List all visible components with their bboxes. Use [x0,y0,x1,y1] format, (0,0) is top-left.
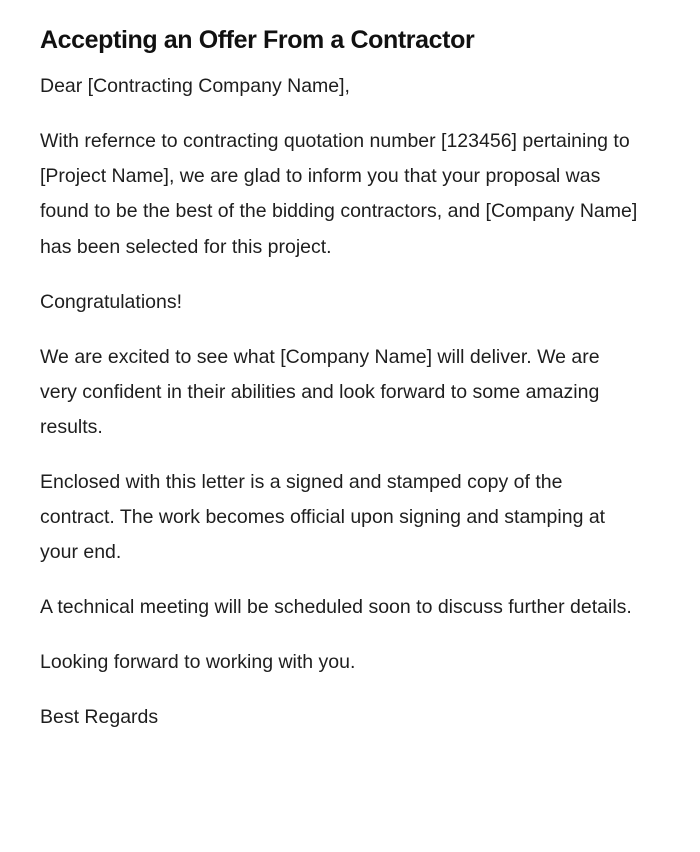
paragraph-expectations: We are excited to see what [Company Name] will deliver. We are very confident in their abilities and look forward to some amazing results. [40,345,600,439]
paragraph-looking-forward: Looking forward to working with you. [40,651,356,674]
letter [40,22,640,736]
paragraph-congratulations: Congratulations! [40,290,183,313]
letter-salutation: Dear [Contracting Company Name], [40,75,350,97]
paragraph-technical-meeting: A technical meeting will be scheduled soon to discuss further details. [40,596,632,619]
paragraph-enclosed-contract: Enclosed with this letter is a signed and stamped copy of the contract. The work becomes official upon signing and stamping at your end. [40,471,606,564]
letter-title: Accepting an Offer From a Contractor [40,26,475,54]
letter-closing: Best Regards [40,706,159,729]
paragraph-selection-notice: With refernce to contracting quotation number [123456] pertaining to [Project Name], we are glad to inform you that your proposal was found to be the best of the bidding contractors, and [Company Name] has been selected for this project. [40,130,638,258]
